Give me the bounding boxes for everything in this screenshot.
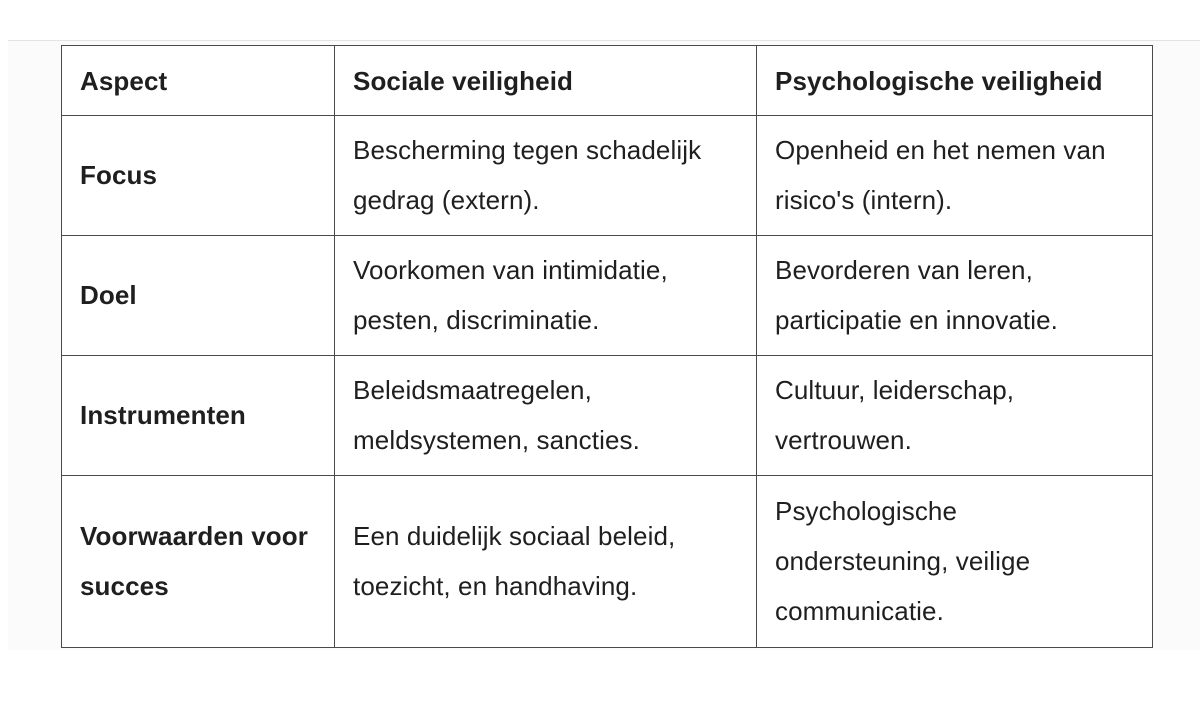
row-psychologische-cell: Psychologische ondersteuning, veilige communicatie. (757, 475, 1153, 647)
row-sociale-cell: Beleidsmaatregelen, meldsystemen, sancties. (335, 355, 757, 475)
table-header-row (62, 46, 1153, 116)
table-row (62, 475, 1153, 647)
row-aspect-cell: Instrumenten (62, 355, 335, 475)
table-row (62, 116, 1153, 236)
row-psychologische-cell: Openheid en het nemen van risico's (intern). (757, 116, 1153, 236)
table-row (62, 235, 1153, 355)
row-psychologische-cell: Cultuur, leiderschap, vertrouwen. (757, 355, 1153, 475)
row-sociale-cell: Bescherming tegen schadelijk gedrag (extern). (335, 116, 757, 236)
row-sociale-cell: Voorkomen van intimidatie, pesten, discriminatie. (335, 235, 757, 355)
row-aspect-cell: Focus (62, 116, 335, 236)
comparison-table (61, 45, 1153, 648)
row-psychologische-cell: Bevorderen van leren, participatie en innovatie. (757, 235, 1153, 355)
header-aspect: Aspect (62, 46, 335, 116)
bottom-area (0, 650, 1200, 702)
row-aspect-cell: Voorwaarden voor succes (62, 475, 335, 647)
row-aspect-cell: Doel (62, 235, 335, 355)
header-psychologische-veiligheid: Psychologische veiligheid (757, 46, 1153, 116)
row-sociale-cell: Een duidelijk sociaal beleid, toezicht, en handhaving. (335, 475, 757, 647)
header-sociale-veiligheid: Sociale veiligheid (335, 46, 757, 116)
table-row (62, 355, 1153, 475)
top-band (0, 0, 1200, 40)
